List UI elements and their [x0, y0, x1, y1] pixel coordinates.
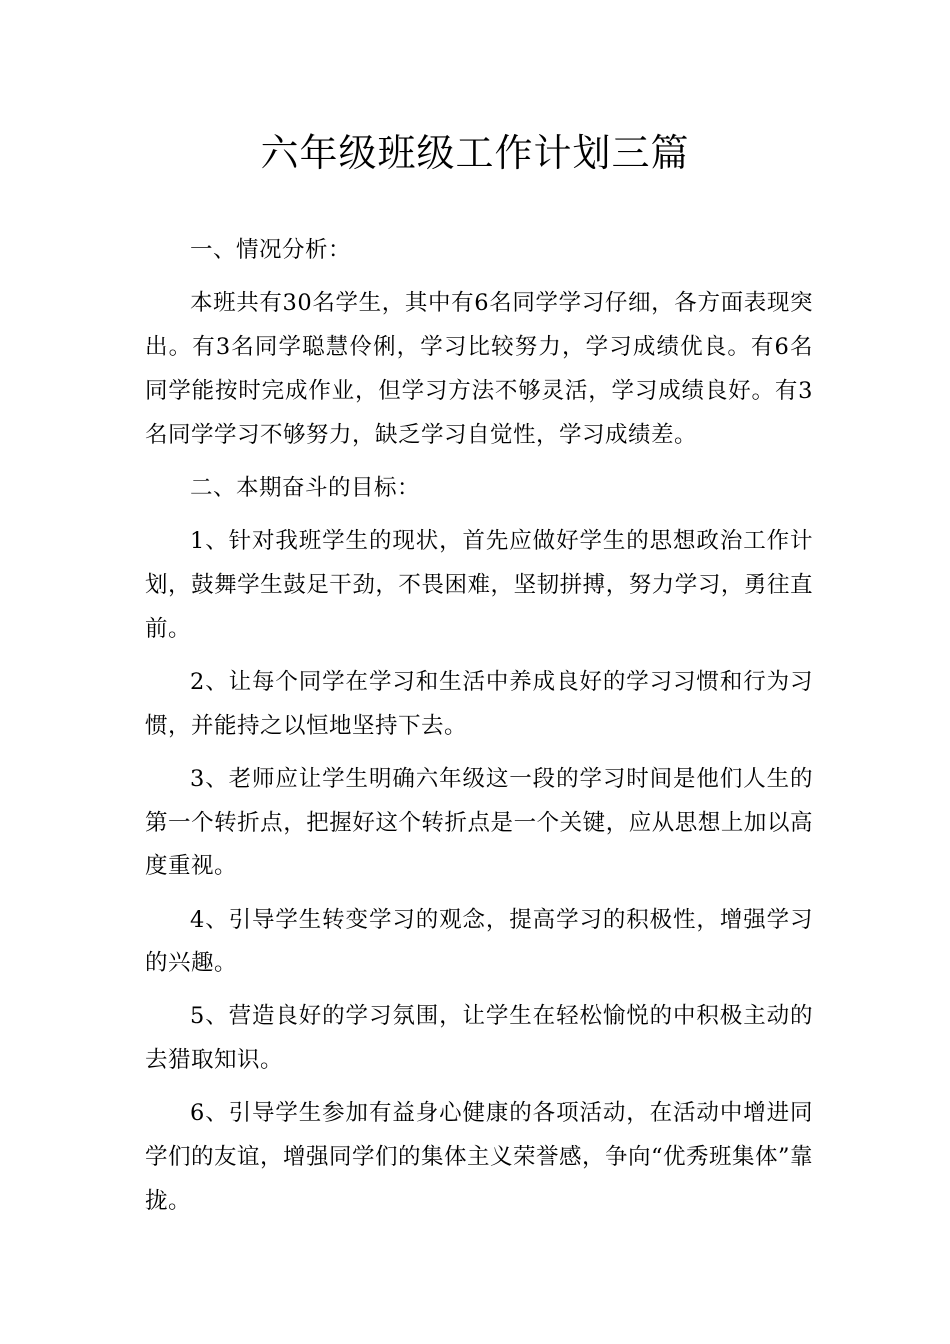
- goal-item-3: 3、老师应让学生明确六年级这一段的学习时间是他们人生的第一个转折点，把握好这个转折点是一个关键，应从思想上加以高度重视。: [145, 765, 813, 880]
- document-title: 六年级班级工作计划三篇: [260, 131, 690, 175]
- goal-item-1: 1、针对我班学生的现状，首先应做好学生的思想政治工作计划，鼓舞学生鼓足干劲，不畏困难，坚韧拼搏，努力学习，勇往直前。: [145, 527, 813, 642]
- section-heading-situation: 一、情况分析：: [190, 237, 352, 263]
- document-body: [145, 229, 813, 1233]
- goal-item-2: 2、让每个同学在学习和生活中养成良好的学习习惯和行为习惯，并能持之以恒地坚持下去。: [145, 668, 813, 739]
- goal-item-5: 5、营造良好的学习氛围，让学生在轻松愉悦的中积极主动的去猎取知识。: [145, 1003, 813, 1074]
- goal-item-6: 6、引导学生参加有益身心健康的各项活动，在活动中增进同学们的友谊，增强同学们的集体主义荣誉感，争向“优秀班集体”靠拢。: [145, 1100, 814, 1215]
- section-heading-goals: 二、本期奋斗的目标：: [190, 474, 421, 501]
- paragraph-situation: 本班共有30名学生，其中有6名同学学习仔细，各方面表现突出。有3名同学聪慧伶俐，学习比较努力，学习成绩优良。有6名同学能按时完成作业，但学习方法不够灵活，学习成绩良好。有3名同学学习不够努力，缺乏学习自觉性，学习成绩差。: [145, 290, 813, 448]
- goal-item-4: 4、引导学生转变学习的观念，提高学习的积极性，增强学习的兴趣。: [145, 906, 813, 977]
